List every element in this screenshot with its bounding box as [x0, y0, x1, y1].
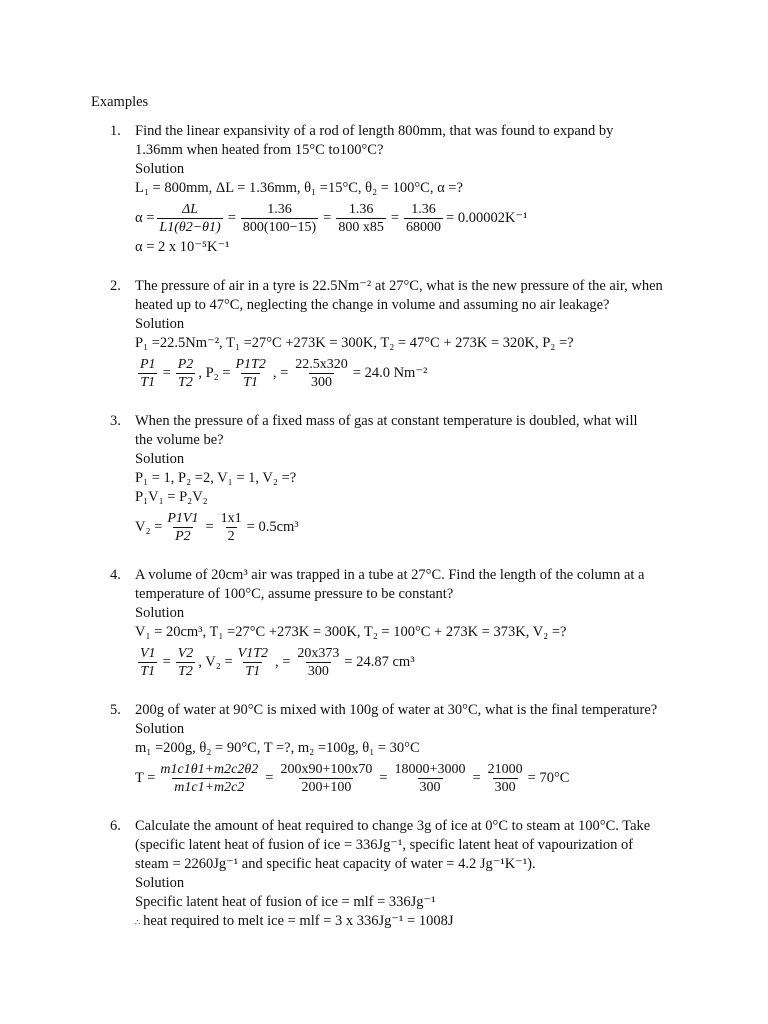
question-line: the volume be? [135, 432, 224, 448]
fraction: $\frac{P1T2}{T1}$ [235, 356, 266, 390]
t-label: T = [135, 769, 156, 786]
fraction: $\frac{1.36}{800 x85}$ [338, 201, 384, 235]
fraction: $\frac{1.36}{800(100-15)}$ [242, 201, 317, 235]
equation-text: , P₂ = [198, 364, 231, 381]
equation: $\frac{P1}{T1}$ = $\frac{P2}{T2}$ , P₂ = $\frac{P1T2}{T1}$ , = $\frac{22.5x320}{300}$ = 24.0 Nm⁻² [140, 356, 428, 390]
therefore-icon: ∴ [135, 918, 141, 927]
fraction: $\frac{18000+3000}{300}$ [394, 761, 466, 795]
question-line: 1.36mm when heated from 15°C to100°C? [135, 142, 384, 158]
given-values: V₁ = 20cm³, T₁ =27°C +273K = 300K, T₂ = 100°C + 273K = 373K, V₂ =? [135, 624, 567, 640]
solution-line: ∴ heat required to melt ice = mlf = 3 x 336Jg⁻¹ = 1008J [135, 913, 454, 929]
solution-label: Solution [135, 721, 185, 737]
question-line: When the pressure of a fixed mass of gas at constant temperature is doubled, what will [135, 413, 638, 429]
fraction: $\frac{m1c1\theta 1+m2c2\theta 2}{m1c1+m2c2}$ [160, 761, 259, 795]
question-line: steam = 2260Jg⁻¹ and specific heat capacity of water = 4.2 Jg⁻¹K⁻¹). [135, 856, 536, 872]
question-line: (specific latent heat of fusion of ice = 336Jg⁻¹, specific latent heat of vapourization of [135, 837, 634, 853]
question-line: The pressure of air in a tyre is 22.5Nm⁻² at 27°C, what is the new pressure of the air, when [135, 278, 663, 294]
fraction: $\frac{1x1}{2}$ [220, 510, 242, 544]
given-values: L₁ = 800mm, ΔL = 1.36mm, θ₁ =15°C, θ₂ = 100°C, α =? [135, 180, 463, 196]
equation: $\frac{V1}{T1}$ = $\frac{V2}{T2}$ , V₂ = $\frac{V1T2}{T1}$ , = $\frac{20x373}{300}$ = 24.87 cm³ [140, 645, 415, 679]
example-number: 5. [110, 702, 121, 718]
example-number: 3. [110, 413, 121, 429]
equation: T = $\frac{m1c1\theta 1+m2c2\theta 2}{m1c1+m2c2}$ = $\frac{200x90+100x70}{200+100}$ = $\frac{18000+3000}{300}$ = $\frac{21000}{300}$ = 70°C [135, 761, 570, 795]
question-line: 200g of water at 90°C is mixed with 100g of water at 30°C, what is the final temperature? [135, 702, 658, 718]
fraction: $\frac{1.36}{68000}$ [406, 201, 442, 235]
example-number: 6. [110, 818, 121, 834]
given-values: P₁ =22.5Nm⁻², T₁ =27°C +273K = 300K, T₂ = 47°C + 273K = 320K, P₂ =? [135, 335, 574, 351]
answer: α = 2 x 10⁻⁵K⁻¹ [135, 239, 230, 255]
solution-label: Solution [135, 451, 185, 467]
fraction: $\frac{21000}{300}$ [487, 761, 523, 795]
fraction: $\frac{200x90+100x70}{200+100}$ [280, 761, 373, 795]
result: = 0.00002K⁻¹ [446, 209, 528, 226]
fraction: $\frac{V1T2}{T1}$ [237, 645, 268, 679]
result: = 24.87 cm³ [344, 653, 415, 670]
question-line: Find the linear expansivity of a rod of length 800mm, that was found to expand by [135, 123, 614, 139]
result: = 24.0 Nm⁻² [352, 364, 428, 381]
given-values: m₁ =200g, θ₂ = 90°C, T =?, m₂ =100g, θ₁ = 30°C [135, 740, 420, 756]
fraction: $\frac{P1V1}{P2}$ [167, 510, 199, 544]
fraction: $\frac{P1}{T1}$ [140, 356, 156, 390]
solution-label: Solution [135, 875, 185, 891]
result: = 70°C [527, 769, 570, 786]
result: = 0.5cm³ [246, 518, 299, 535]
question-line: Calculate the amount of heat required to change 3g of ice at 0°C to steam at 100°C. Take [135, 818, 651, 834]
question-line: heated up to 47°C, neglecting the change in volume and assuming no air leakage? [135, 297, 610, 313]
given-values: P₁ = 1, P₂ =2, V₁ = 1, V₂ =? [135, 470, 297, 486]
equation: α = $\frac{\Delta L}{L1(\theta 2-\theta 1)}$ = $\frac{1.36}{800(100-15)}$ = $\frac{1.36}{800 x85}$ = $\frac{1.36}{68000}$ = 0.00002K⁻¹ [135, 201, 528, 235]
alpha-label: α = [135, 209, 155, 226]
question-line: temperature of 100°C, assume pressure to be constant? [135, 586, 454, 602]
equation-text: , V₂ = [198, 653, 233, 670]
solution-label: Solution [135, 161, 185, 177]
fraction: $\frac{V1}{T1}$ [140, 645, 156, 679]
fraction: $\frac{P2}{T2}$ [177, 356, 194, 390]
equation: V₂ = $\frac{P1V1}{P2}$ = $\frac{1x1}{2}$ = 0.5cm³ [135, 510, 299, 544]
solution-label: Solution [135, 605, 185, 621]
fraction: $\frac{20x373}{300}$ [297, 645, 340, 679]
example-number: 2. [110, 278, 121, 294]
solution-label: Solution [135, 316, 185, 332]
fraction: $\frac{\Delta L}{L1(\theta 2-\theta 1)}$ [159, 201, 221, 235]
section-heading: Examples [91, 94, 149, 110]
fraction: $\frac{V2}{T2}$ [177, 645, 194, 679]
example-number: 1. [110, 123, 121, 139]
example-number: 4. [110, 567, 121, 583]
fraction: $\frac{22.5x320}{300}$ [295, 356, 348, 390]
question-line: A volume of 20cm³ air was trapped in a tube at 27°C. Find the length of the column at a [135, 567, 645, 583]
v2-label: V₂ = [135, 518, 163, 535]
solution-line: Specific latent heat of fusion of ice = mlf = 336Jg⁻¹ [135, 894, 436, 910]
boyles-law: P₁V₁ = P₂V₂ [135, 489, 208, 505]
